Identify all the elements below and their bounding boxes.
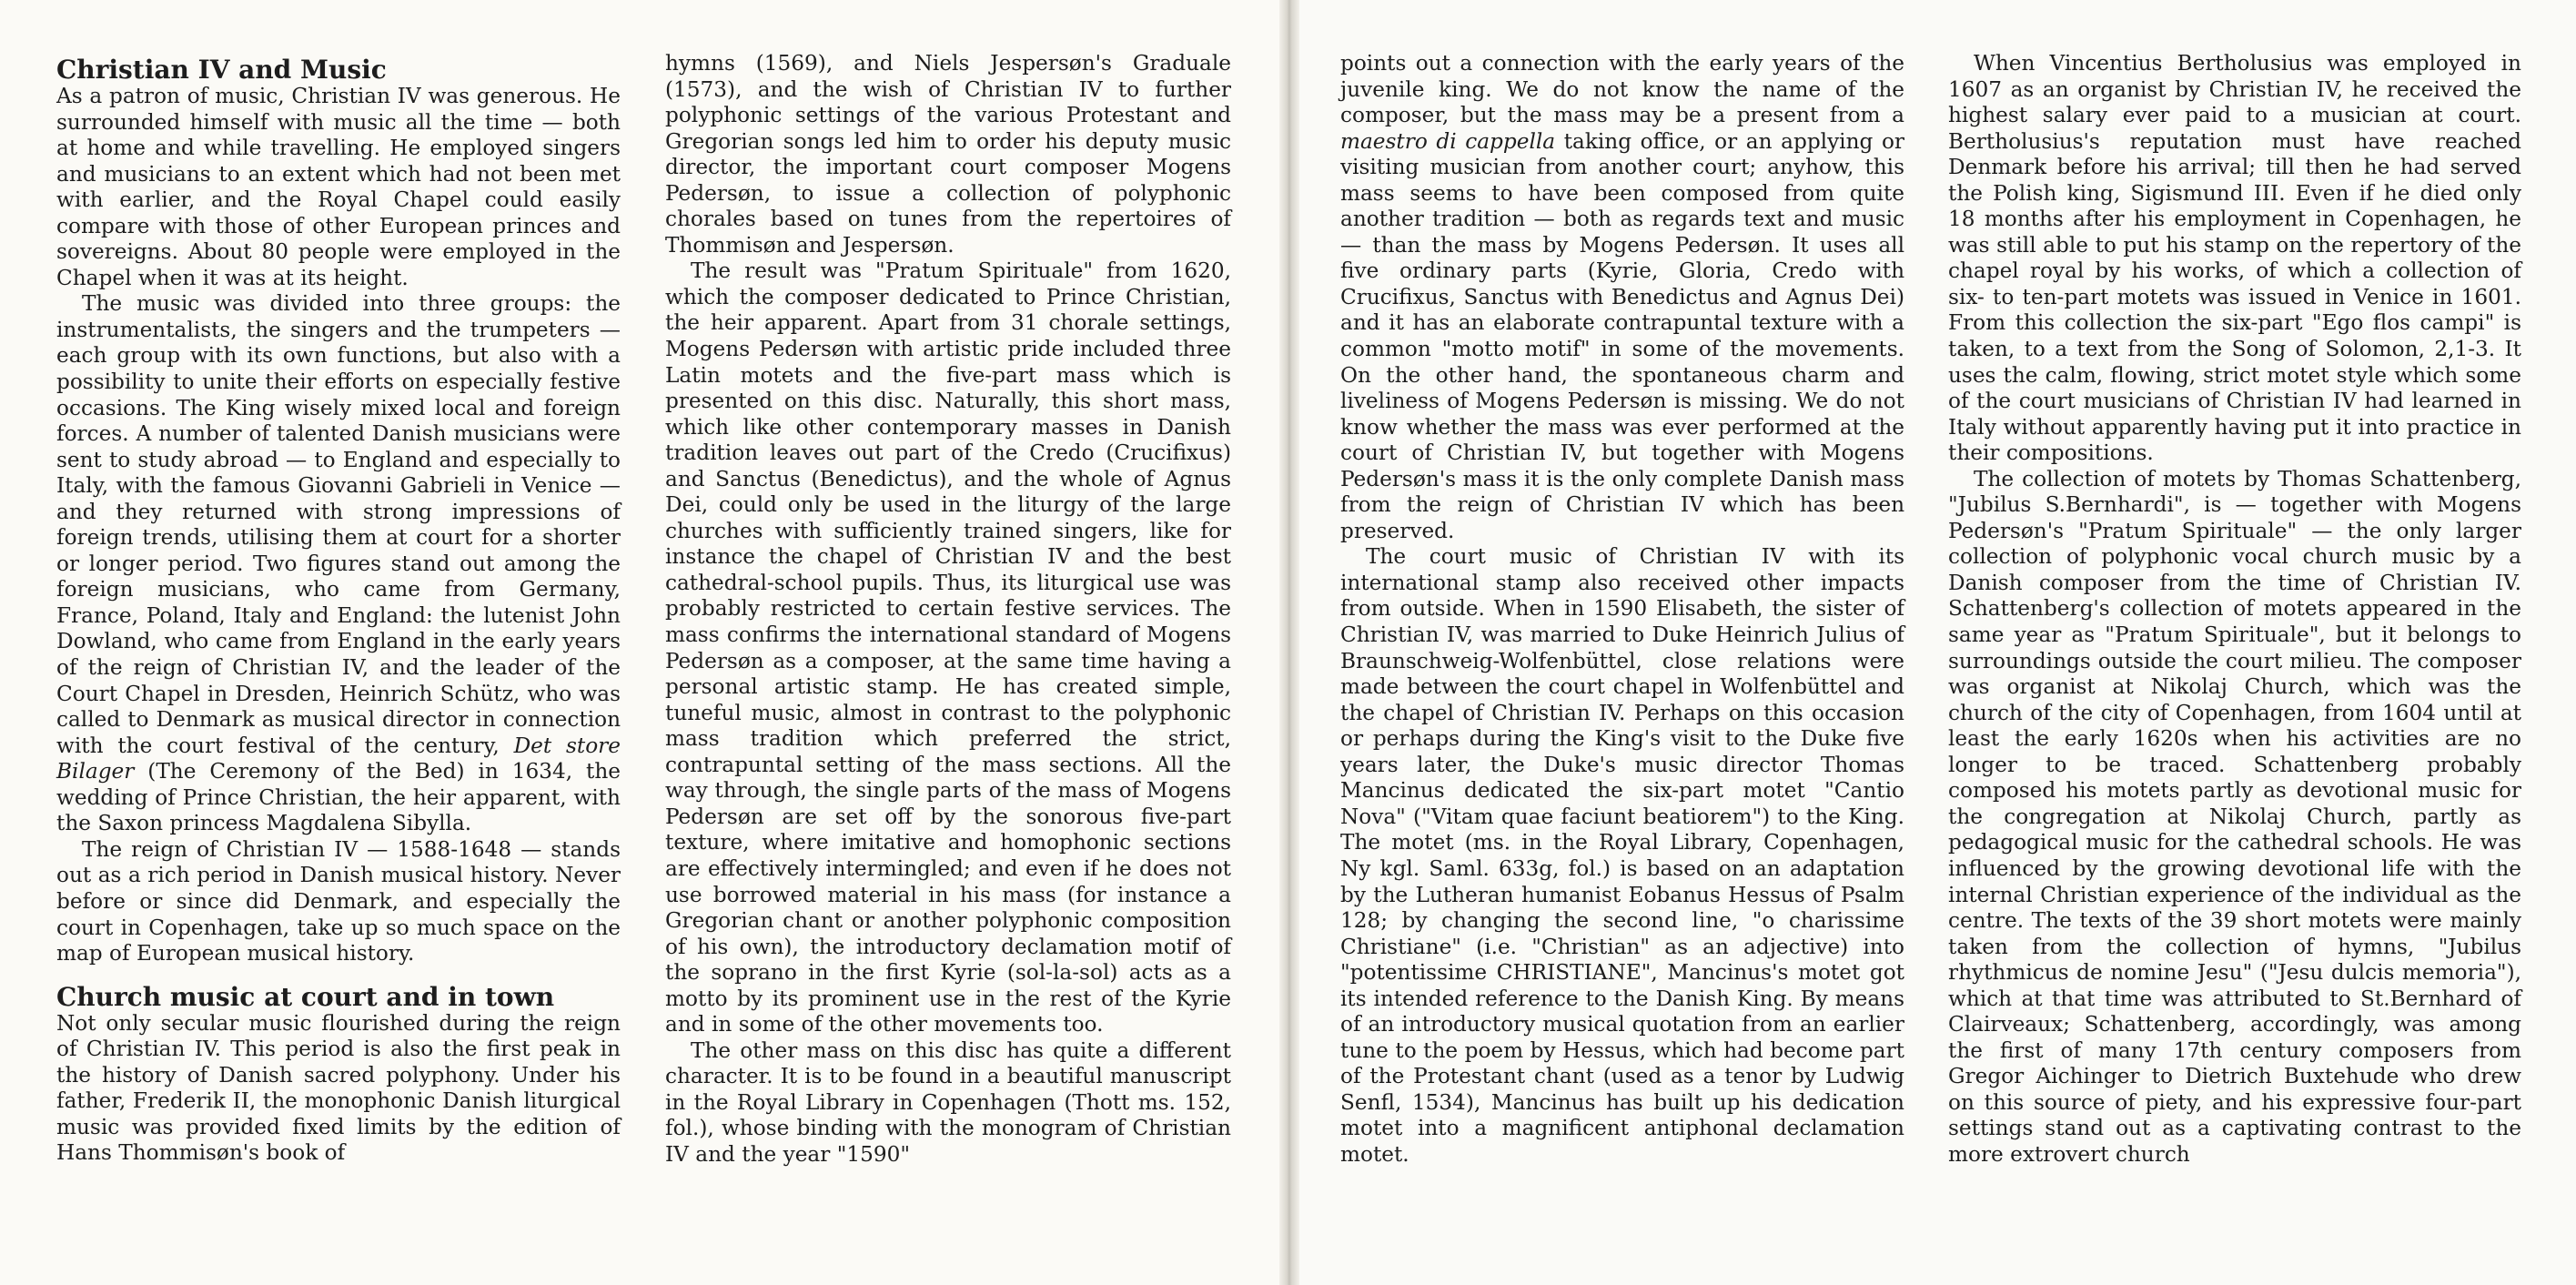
- paragraph: The result was "Pratum Spirituale" from 1620, which the composer dedicated to Prince Christian, the heir apparent. Apart from 31 chorale settings, Mogens Pedersøn with artistic pride included three Latin motets and the five-part mass which is presented on this disc. Naturally, this short mass, which like other contemporary masses in Danish tradition leaves out part of the Credo (Crucifixus) and Sanctus (Benedictus), and the whole of Agnus Dei, could only be used in the liturgy of the large churches with sufficiently trained singers, like for instance the chapel of Christian IV and the best cathedral-school pupils. Thus, its liturgical use was probably restricted to certain festive services. The mass confirms the international standard of Mogens Pedersøn as a composer, at the same time having a personal artistic stamp. He has created simple, tuneful music, almost in contrast to the polyphonic mass tradition which preferred the strict, contrapuntal setting of the mass sections. All the way through, the single parts of the mass of Mogens Pedersøn are set off by the sonorous five-part texture, where imitative and homophonic sections are effectively intermingled; and even if he does not use borrowed material in his mass (for instance a Gregorian chant or another polyphonic composition of his own), the introductory declamation motif of the soprano in the first Kyrie (sol-la-sol) acts as a motto by its prominent use in the rest of the Kyrie and in some of the other movements too.: [665, 258, 1231, 1037]
- paragraph: The reign of Christian IV — 1588-1648 — stands out as a rich period in Danish musical history. Never before or since did Denmark, and especially the court in Copenhagen, take up so much space on the map of European musical history.: [56, 836, 621, 966]
- paragraph-text: points out a connection with the early years of the juvenile king. We do not know the name of the composer, but the mass may be a present from a: [1340, 51, 1904, 128]
- paragraph: As a patron of music, Christian IV was generous. He surrounded himself with music all the time — both at home and while travelling. He employed singers and musicians to an extent which had not been met with earlier, and the Royal Chapel could easily compare with those of other European princes and sovereigns. About 80 people were employed in the Chapel when it was at its height.: [56, 84, 621, 290]
- paragraph: The collection of motets by Thomas Schattenberg, "Jubilus S.Bernhardi", is — together with Mogens Pedersøn's "Pratum Spirituale" — the only larger collection of polyphonic vocal church music by a Danish composer from the time of Christian IV. Schattenberg's collection of motets appeared in the same year as "Pratum Spirituale", but it belongs to surroundings outside the court milieu. The composer was organist at Nikolaj Church, which was the church of the city of Copenhagen, from 1604 until at least the early 1620s when his activities are no longer to be traced. Schattenberg probably composed his motets partly as devotional music for the congregation at Nikolaj Church, partly as pedagogical music for the cathedral schools. He was influenced by the growing devotional life with the internal Christian experience of the individual as the centre. The texts of the 39 short motets were mainly taken from the collection of hymns, "Jubilus rhythmicus de nomine Jesu" ("Jesu dulcis memoria"), which at that time was attributed to St.Bernhard of Clairveaux; Schattenberg, accordingly, was among the first of many 17th century composers from Gregor Aichinger to Dietrich Buxtehude who drew on this source of piety, and his expressive four-part settings stand out as a captivating contrast to the more extrovert church: [1948, 466, 2521, 1167]
- paragraph: The court music of Christian IV with its international stamp also received other impacts from outside. When in 1590 Elisabeth, the sister of Christian IV, was married to Duke Heinrich Julius of Braunschweig-Wolfenbüttel, close relations were made between the court chapel in Wolfenbüttel and the chapel of Christian IV. Perhaps on this occasion or perhaps during the King's visit to the Duke five years later, the Duke's music director Thomas Mancinus dedicated the six-part motet "Cantio Nova" ("Vitam quae faciunt beatiorem") to the King. The motet (ms. in the Royal Library, Copenhagen, Ny kgl. Saml. 633g, fol.) is based on an adaptation by the Lutheran humanist Eobanus Hessus of Psalm 128; by changing the second line, "o charissime Christiane" (i.e. "Christian" as an adjective) into "potentissime CHRISTIANE", Mancinus's motet got its intended reference to the Danish King. By means of an introductory musical quotation from an earlier tune to the poem by Hessus, which had become part of the Protestant chant (used as a tenor by Ludwig Senfl, 1534), Mancinus has built up his dedication motet into a magnificent antiphonal declamation motet.: [1340, 544, 1904, 1167]
- paragraph-text: The music was divided into three groups: the instrumentalists, the singers and the trumpeters — each group with its own functions, but also with a possibility to unite their efforts on especially festive occasions. The King wisely mixed local and foreign forces. A number of talented Danish musicians were sent to study abroad — to England and especially to Italy, with the famous Giovanni Gabrieli in Venice — and they returned with strong impressions of foreign trends, utilising them at court for a shorter or longer period. Two figures stand out among the foreign musicians, who came from Germany, France, Poland, Italy and England: the lutenist John Dowland, who came from England in the early years of the reign of Christian IV, and the leader of the Court Chapel in Dresden, Heinrich Schütz, who was called to Denmark as musical director in connection with the court festival of the century,: [56, 291, 621, 758]
- paragraph: [1340, 51, 1904, 544]
- right-page-column-2: [1948, 51, 2521, 1169]
- right-page-column-1: [1340, 51, 1904, 1169]
- paragraph: Not only secular music flourished during the reign of Christian IV. This period is also the first peak in the history of Danish sacred polyphony. Under his father, Frederik II, the monophonic Danish liturgical music was provided fixed limits by the edition of Hans Thommisøn's book of: [56, 1010, 621, 1166]
- heading-church-music: Church music at court and in town: [56, 981, 555, 1012]
- paragraph-text: taking office, or an applying or visiting musician from another court; anyhow, this mass seems to have been composed from quite another tradition — both as regards text and music — than the mass by Mogens Pedersøn. It uses all five ordinary parts (Kyrie, Gloria, Credo with Crucifixus, Sanctus with Benedictus and Agnus Dei) and it has an elaborate contrapuntal texture with a common "motto motif" in some of the movements. On the other hand, the spontaneous charm and liveliness of Mogens Pedersøn is missing. We do not know whether the mass was ever performed at the court of Christian IV, but together with Mogens Pedersøn's mass it is the only complete Danish mass from the reign of Christian IV which has been preserved.: [1340, 128, 1905, 543]
- italic-term: maestro di cappella: [1340, 128, 1556, 154]
- left-page-column-2: [665, 51, 1231, 1169]
- heading-christian-iv-and-music: Christian IV and Music: [56, 55, 387, 85]
- paragraph: When Vincentius Bertholusius was employed in 1607 as an organist by Christian IV, he received the highest salary ever paid to a musician at court. Bertholusius's reputation must have reached Denmark before his arrival; till then he had served the Polish king, Sigismund III. Even if he died only 18 months after his employment in Copenhagen, he was still able to put his stamp on the repertory of the chapel royal by his works, of which a collection of six- to ten-part motets was issued in Venice in 1601. From this collection the six-part "Ego flos campi" is taken, to a text from the Song of Solomon, 2,1-3. It uses the calm, flowing, strict motet style which some of the court musicians of Christian IV had learned in Italy without apparently having put it into practice in their compositions.: [1948, 51, 2521, 466]
- paragraph: [56, 291, 621, 836]
- paragraph: hymns (1569), and Niels Jespersøn's Graduale (1573), and the wish of Christian IV to further polyphonic settings of the various Protestant and Gregorian songs led him to order his deputy music director, the important court composer Mogens Pedersøn, to issue a collection of polyphonic chorales based on tunes from the repertoires of Thommisøn and Jespersøn.: [665, 51, 1231, 258]
- italic-title: Det store Bilager: [56, 733, 621, 784]
- paragraph: The other mass on this disc has quite a different character. It is to be found in a beautiful manuscript in the Royal Library in Copenhagen (Thott ms. 152, fol.), whose binding with the monogram of Christian IV and the year "1590": [665, 1037, 1231, 1167]
- book-spine: [1279, 0, 1299, 1285]
- paragraph-text: (The Ceremony of the Bed) in 1634, the wedding of Prince Christian, the heir apparent, with the Saxon princess Magdalena Sibylla.: [56, 759, 621, 836]
- left-page-column-1: [56, 51, 621, 1167]
